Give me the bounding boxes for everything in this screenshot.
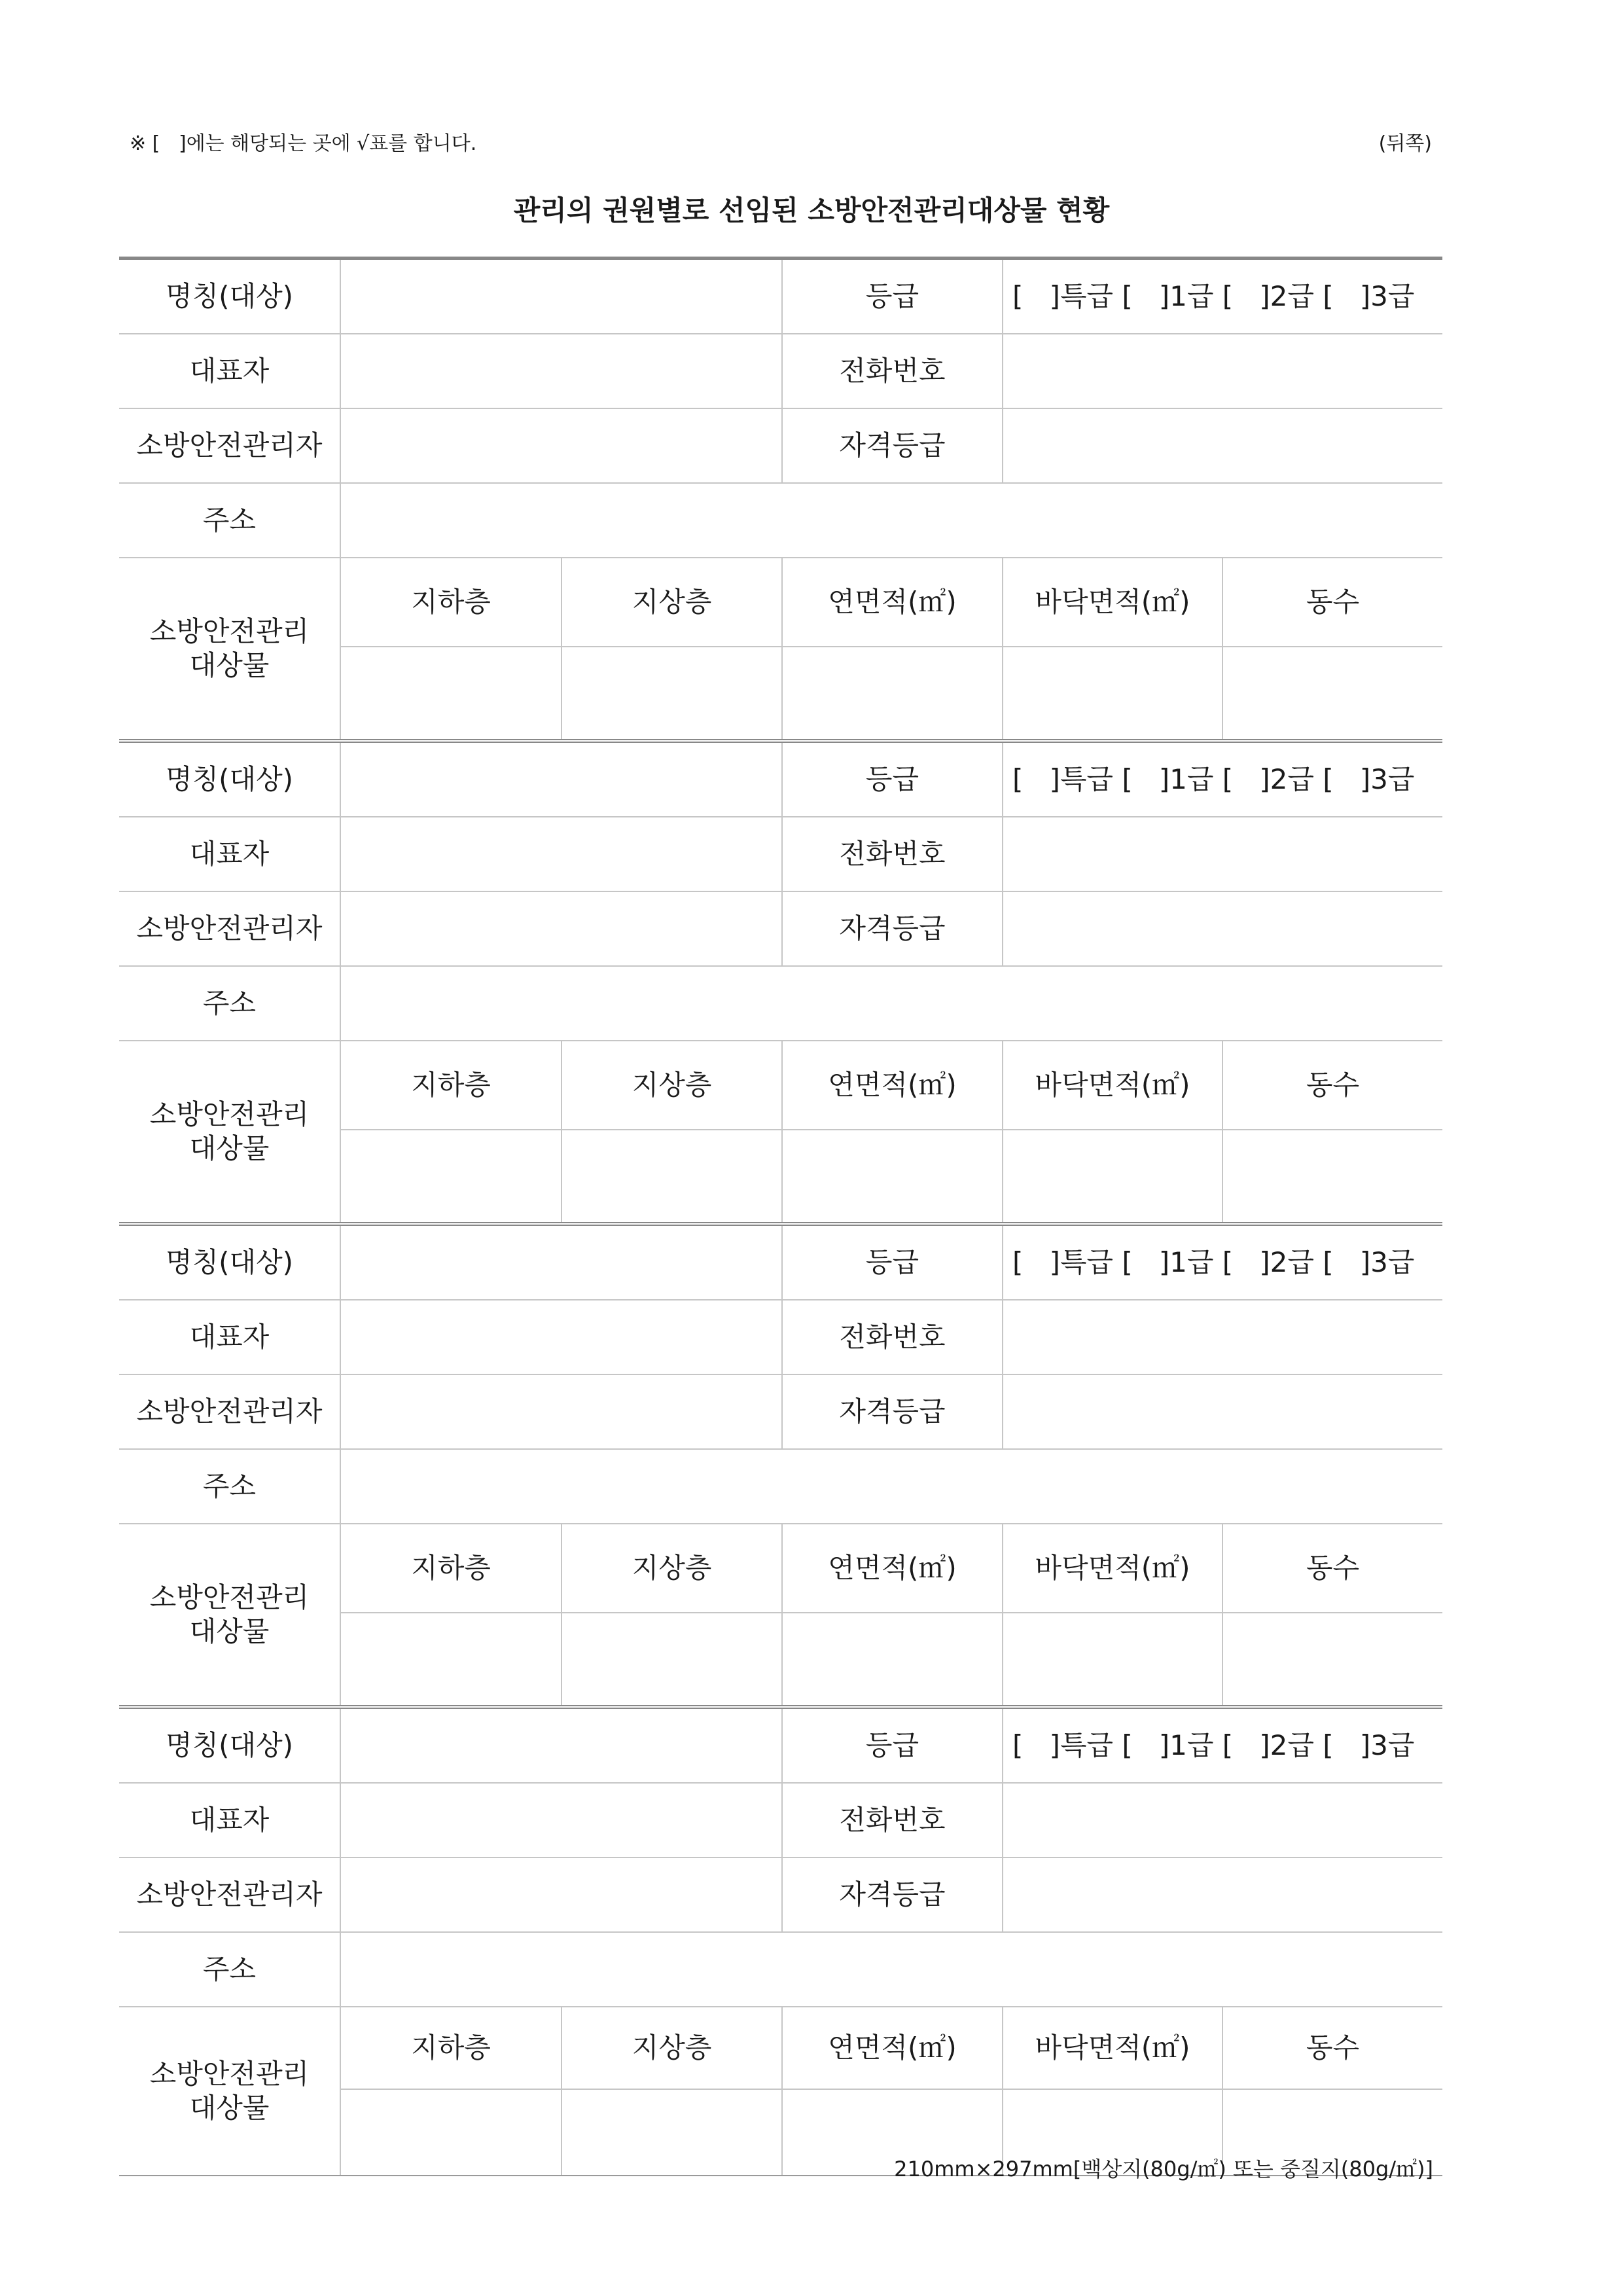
block-4-representative-row bbox=[119, 1783, 1442, 1857]
grade-checkboxes[interactable]: [ ]특급 [ ]1급 [ ]2급 [ ]3급 bbox=[1003, 259, 1442, 334]
management-target-table bbox=[119, 257, 1442, 2176]
phone-label: 전화번호 bbox=[782, 334, 1003, 408]
above-ground-label: 지상층 bbox=[562, 2007, 782, 2089]
basement-field[interactable] bbox=[340, 2089, 562, 2176]
building-count-field[interactable] bbox=[1222, 647, 1442, 741]
representative-label: 대표자 bbox=[119, 1783, 340, 1857]
above-ground-field[interactable] bbox=[562, 2089, 782, 2176]
basement-label: 지하층 bbox=[340, 1041, 562, 1130]
phone-label: 전화번호 bbox=[782, 1300, 1003, 1374]
floor-area-label: 바닥면적(㎡) bbox=[1003, 1041, 1222, 1130]
address-label: 주소 bbox=[119, 966, 340, 1041]
floor-area-label: 바닥면적(㎡) bbox=[1003, 2007, 1222, 2089]
building-count-label: 동수 bbox=[1222, 1041, 1442, 1130]
qualification-label: 자격등급 bbox=[782, 1857, 1003, 1932]
name-field[interactable] bbox=[340, 741, 782, 817]
name-field[interactable] bbox=[340, 1707, 782, 1783]
grade-checkboxes[interactable]: [ ]특급 [ ]1급 [ ]2급 [ ]3급 bbox=[1003, 1707, 1442, 1783]
address-field[interactable] bbox=[340, 483, 1442, 558]
floor-area-field[interactable] bbox=[1003, 1613, 1222, 1707]
manager-field[interactable] bbox=[340, 408, 782, 483]
block-4-manager-row bbox=[119, 1857, 1442, 1932]
phone-label: 전화번호 bbox=[782, 817, 1003, 891]
name-label: 명칭(대상) bbox=[119, 259, 340, 334]
address-field[interactable] bbox=[340, 1932, 1442, 2007]
page-side-label: (뒤쪽) bbox=[1378, 132, 1432, 155]
manager-field[interactable] bbox=[340, 1374, 782, 1449]
block-1-building-header-row bbox=[119, 558, 1442, 647]
name-label: 명칭(대상) bbox=[119, 741, 340, 817]
total-area-field[interactable] bbox=[782, 1613, 1003, 1707]
representative-label: 대표자 bbox=[119, 334, 340, 408]
above-ground-field[interactable] bbox=[562, 647, 782, 741]
address-field[interactable] bbox=[340, 1449, 1442, 1524]
above-ground-label: 지상층 bbox=[562, 558, 782, 647]
floor-area-label: 바닥면적(㎡) bbox=[1003, 1524, 1222, 1613]
basement-field[interactable] bbox=[340, 1613, 562, 1707]
above-ground-field[interactable] bbox=[562, 1613, 782, 1707]
grade-label: 등급 bbox=[782, 741, 1003, 817]
manager-label: 소방안전관리자 bbox=[119, 891, 340, 966]
block-3-representative-row bbox=[119, 1300, 1442, 1374]
total-area-field[interactable] bbox=[782, 1130, 1003, 1224]
paper-spec-note: 210mm×297mm[백상지(80g/㎡) 또는 중질지(80g/㎡)] bbox=[894, 2157, 1433, 2181]
manager-label: 소방안전관리자 bbox=[119, 1857, 340, 1932]
block-3-manager-row bbox=[119, 1374, 1442, 1449]
qualification-label: 자격등급 bbox=[782, 408, 1003, 483]
total-area-label: 연면적(㎡) bbox=[782, 558, 1003, 647]
basement-field[interactable] bbox=[340, 1130, 562, 1224]
basement-label: 지하층 bbox=[340, 558, 562, 647]
block-2-representative-row bbox=[119, 817, 1442, 891]
representative-field[interactable] bbox=[340, 334, 782, 408]
grade-checkboxes[interactable]: [ ]특급 [ ]1급 [ ]2급 [ ]3급 bbox=[1003, 1224, 1442, 1300]
address-label: 주소 bbox=[119, 1449, 340, 1524]
above-ground-label: 지상층 bbox=[562, 1524, 782, 1613]
document-title: 관리의 권원별로 선임된 소방안전관리대상물 현황 bbox=[513, 194, 1110, 226]
block-1-name-row bbox=[119, 259, 1442, 334]
name-field[interactable] bbox=[340, 259, 782, 334]
block-4-building-header-row bbox=[119, 2007, 1442, 2089]
phone-field[interactable] bbox=[1003, 1783, 1442, 1857]
representative-label: 대표자 bbox=[119, 1300, 340, 1374]
target-object-label: 소방안전관리 대상물 bbox=[119, 558, 340, 741]
block-3-building-header-row bbox=[119, 1524, 1442, 1613]
target-object-label: 소방안전관리 대상물 bbox=[119, 1524, 340, 1707]
qualification-field[interactable] bbox=[1003, 408, 1442, 483]
manager-field[interactable] bbox=[340, 891, 782, 966]
block-2-address-row bbox=[119, 966, 1442, 1041]
qualification-label: 자격등급 bbox=[782, 891, 1003, 966]
grade-checkboxes[interactable]: [ ]특급 [ ]1급 [ ]2급 [ ]3급 bbox=[1003, 741, 1442, 817]
representative-field[interactable] bbox=[340, 817, 782, 891]
block-1-manager-row bbox=[119, 408, 1442, 483]
address-label: 주소 bbox=[119, 483, 340, 558]
grade-label: 등급 bbox=[782, 259, 1003, 334]
building-count-label: 동수 bbox=[1222, 2007, 1442, 2089]
representative-label: 대표자 bbox=[119, 817, 340, 891]
block-3-address-row bbox=[119, 1449, 1442, 1524]
above-ground-label: 지상층 bbox=[562, 1041, 782, 1130]
total-area-label: 연면적(㎡) bbox=[782, 2007, 1003, 2089]
manager-field[interactable] bbox=[340, 1857, 782, 1932]
grade-label: 등급 bbox=[782, 1224, 1003, 1300]
block-2-name-row bbox=[119, 741, 1442, 817]
manager-label: 소방안전관리자 bbox=[119, 408, 340, 483]
total-area-label: 연면적(㎡) bbox=[782, 1041, 1003, 1130]
address-label: 주소 bbox=[119, 1932, 340, 2007]
phone-field[interactable] bbox=[1003, 817, 1442, 891]
representative-field[interactable] bbox=[340, 1300, 782, 1374]
qualification-field[interactable] bbox=[1003, 891, 1442, 966]
block-2-manager-row bbox=[119, 891, 1442, 966]
representative-field[interactable] bbox=[340, 1783, 782, 1857]
basement-label: 지하층 bbox=[340, 1524, 562, 1613]
phone-field[interactable] bbox=[1003, 1300, 1442, 1374]
block-1-address-row bbox=[119, 483, 1442, 558]
target-object-label: 소방안전관리 대상물 bbox=[119, 2007, 340, 2176]
grade-label: 등급 bbox=[782, 1707, 1003, 1783]
building-count-field[interactable] bbox=[1222, 1613, 1442, 1707]
phone-field[interactable] bbox=[1003, 334, 1442, 408]
block-4-address-row bbox=[119, 1932, 1442, 2007]
floor-area-field[interactable] bbox=[1003, 647, 1222, 741]
manager-label: 소방안전관리자 bbox=[119, 1374, 340, 1449]
building-count-label: 동수 bbox=[1222, 558, 1442, 647]
building-count-field[interactable] bbox=[1222, 1130, 1442, 1224]
floor-area-field[interactable] bbox=[1003, 1130, 1222, 1224]
name-label: 명칭(대상) bbox=[119, 1224, 340, 1300]
check-instruction-note: ※ [ ]에는 해당되는 곳에 √표를 합니다. bbox=[130, 132, 477, 155]
address-field[interactable] bbox=[340, 966, 1442, 1041]
total-area-label: 연면적(㎡) bbox=[782, 1524, 1003, 1613]
qualification-label: 자격등급 bbox=[782, 1374, 1003, 1449]
floor-area-label: 바닥면적(㎡) bbox=[1003, 558, 1222, 647]
building-count-label: 동수 bbox=[1222, 1524, 1442, 1613]
qualification-field[interactable] bbox=[1003, 1374, 1442, 1449]
phone-label: 전화번호 bbox=[782, 1783, 1003, 1857]
block-2-building-header-row bbox=[119, 1041, 1442, 1130]
basement-field[interactable] bbox=[340, 647, 562, 741]
name-label: 명칭(대상) bbox=[119, 1707, 340, 1783]
target-object-label: 소방안전관리 대상물 bbox=[119, 1041, 340, 1224]
name-field[interactable] bbox=[340, 1224, 782, 1300]
above-ground-field[interactable] bbox=[562, 1130, 782, 1224]
qualification-field[interactable] bbox=[1003, 1857, 1442, 1932]
basement-label: 지하층 bbox=[340, 2007, 562, 2089]
block-4-name-row bbox=[119, 1707, 1442, 1783]
block-1-representative-row bbox=[119, 334, 1442, 408]
total-area-field[interactable] bbox=[782, 647, 1003, 741]
block-3-name-row bbox=[119, 1224, 1442, 1300]
